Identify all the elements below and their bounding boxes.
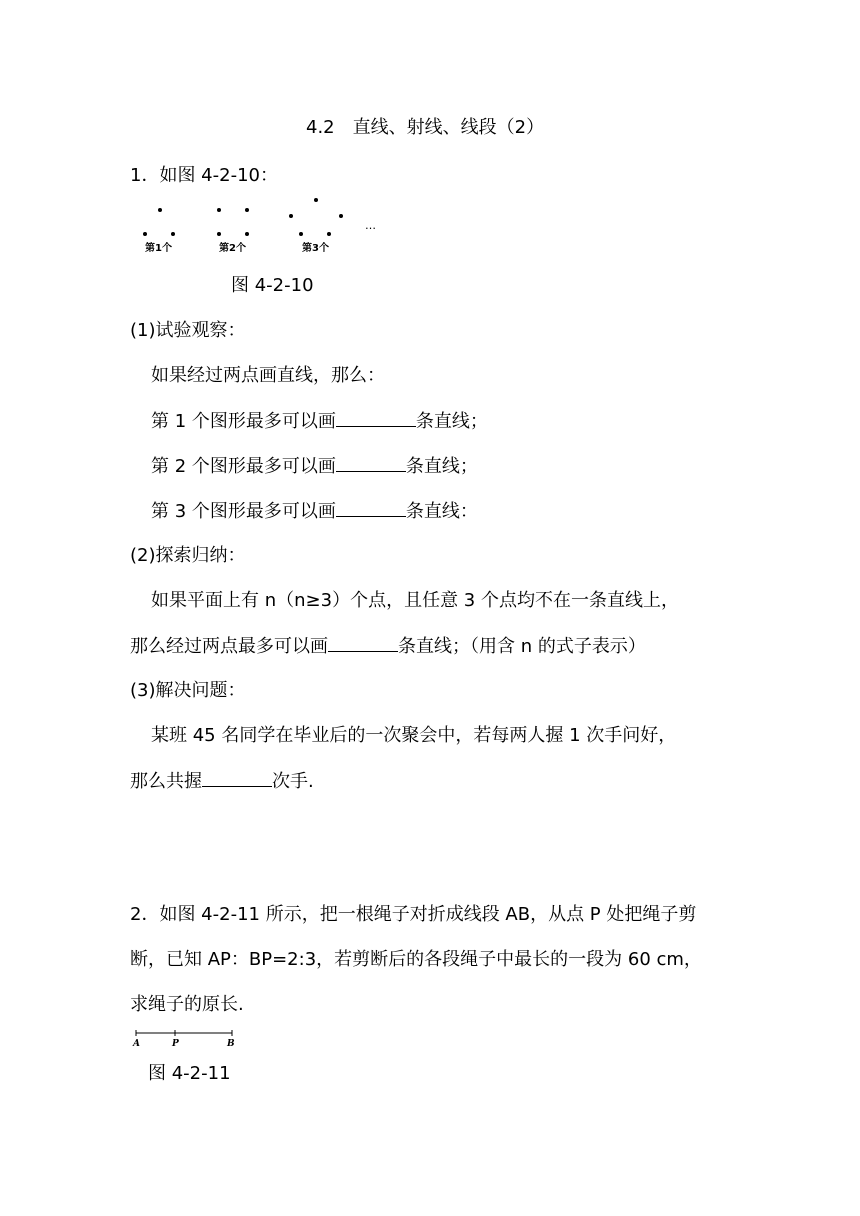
q2-line3: 求绳子的原长. [130,994,244,1015]
part2-suffix: 条直线；（用含 n 的式子表示） [398,636,646,657]
label-b: B [227,1039,235,1049]
q1-part1-heading: (1)试验观察： [130,320,246,341]
part3-prefix: 那么共握 [130,771,202,792]
q1-part2-heading: (2)探索归纳： [130,545,246,566]
part3-suffix: 次手. [272,771,314,792]
line3-suffix: 条直线： [405,501,478,522]
figure-label-2: 第2个 [219,243,246,254]
q2-line1: 2．如图 4-2-11 所示，把一根绳子对折成线段 AB，从点 P 处把绳子剪 [130,904,697,925]
figure-2-points [217,208,249,236]
label-a: A [133,1039,140,1049]
q1-heading: 1．如图 4-2-10： [130,165,278,186]
line1-suffix: 条直线； [415,411,488,432]
label-p: P [172,1039,179,1049]
line1-prefix: 第 1 个图形最多可以画 [151,411,336,432]
q1-part3-line1: 某班 45 名同学在毕业后的一次聚会中，若每两人握 1 次手问好， [151,725,677,746]
figure-4-2-10 [135,195,395,255]
q1-part1-line1 [151,408,488,435]
line2-prefix: 第 2 个图形最多可以画 [151,456,336,477]
answer-blank-4[interactable] [328,633,398,652]
figure-4-2-11 [132,1027,242,1049]
q1-part1-line3 [151,498,478,525]
q1-part2-line1: 如果平面上有 n（n≥3）个点，且任意 3 个点均不在一条直线上， [151,590,679,611]
q2-line2: 断，已知 AP：BP=2:3，若剪断后的各段绳子中最长的一段为 60 cm， [130,949,702,970]
line2-suffix: 条直线； [405,456,478,477]
document-title: 4.2 直线、射线、线段（2） [306,117,545,138]
figure-1-points [143,208,175,236]
answer-blank-1[interactable] [336,408,416,427]
line3-prefix: 第 3 个图形最多可以画 [151,501,336,522]
answer-blank-5[interactable] [202,768,272,787]
q1-part3-heading: (3)解决问题： [130,680,246,701]
q1-part1-line2 [151,453,478,480]
figure-3-points [289,198,343,236]
figure-label-3: 第3个 [302,243,329,254]
answer-blank-3[interactable] [336,498,406,517]
figure-ellipsis: … [365,219,376,232]
figure-4-2-10-caption: 图 4-2-10 [231,275,314,296]
q1-part2-line2 [130,633,646,660]
figure-label-1: 第1个 [145,243,172,254]
answer-blank-2[interactable] [336,453,406,472]
part2-prefix: 那么经过两点最多可以画 [130,636,328,657]
q1-part1-intro: 如果经过两点画直线，那么： [151,365,385,386]
figure-4-2-11-caption: 图 4-2-11 [148,1063,231,1084]
q1-part3-line2 [130,768,314,795]
